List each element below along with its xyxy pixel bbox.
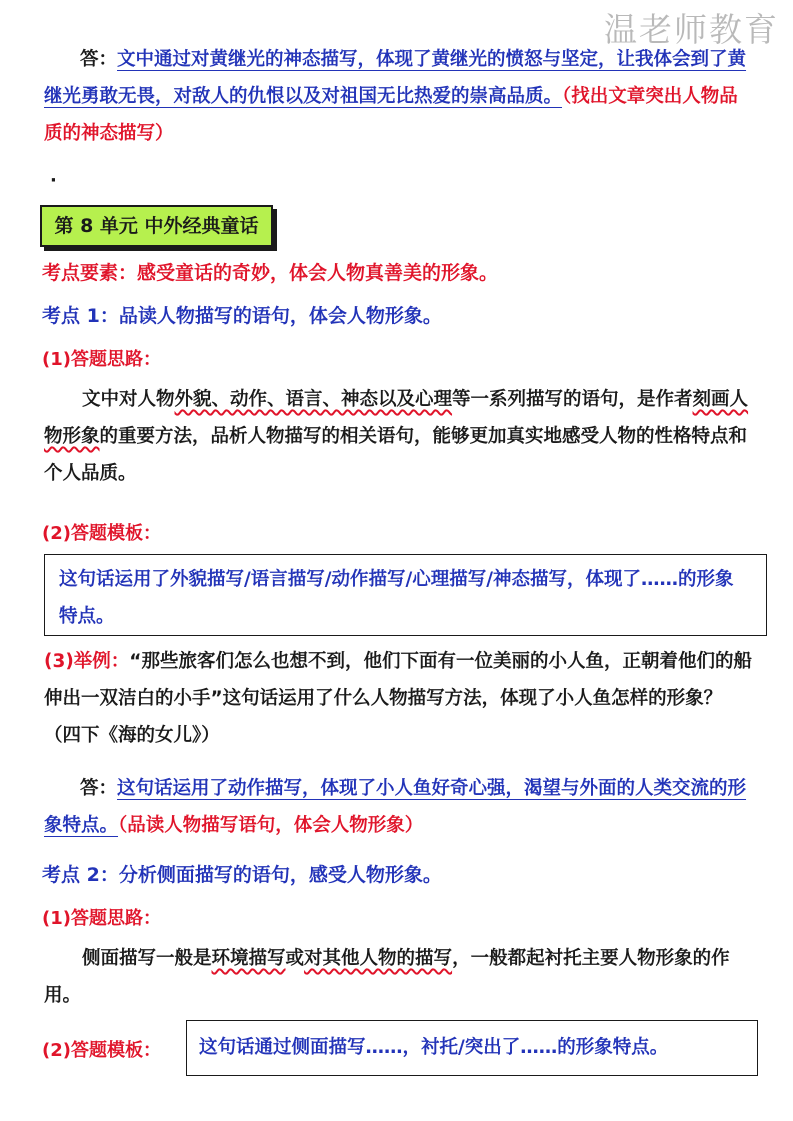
idea-text-part: 的重要方法，品析人物描写的相关语句，能够更加真实地感受人物的性格特点和个人品质。	[44, 426, 748, 484]
answer-text: 文中通过对黄继光的神态描写，体现了黄继光的愤怒与坚定，让我体会到了黄继光勇敢无畏，对敌人的仇恨以及对祖国无比热爱的崇高品质。	[44, 49, 747, 107]
point1-idea-text	[44, 381, 756, 492]
watermark: 温老师教育	[604, 10, 779, 49]
template-text: 这句话运用了外貌描写/语言描写/动作描写/心理描写/神态描写，体现了……的形象特点。	[59, 569, 734, 627]
idea-text-part: 文中对人物	[82, 389, 175, 410]
point1-template-box	[44, 554, 767, 636]
example-text: “那些旅客们怎么也想不到，他们下面有一位美丽的小人鱼，正朝着他们的船伸出一双洁白的小手”这句话运用了什么人物描写方法，体现了小人鱼怎样的形象？（四下《海的女儿》）	[44, 651, 752, 746]
point2-idea-text	[44, 940, 756, 1014]
point1-example	[44, 643, 756, 754]
point1-title: 考点 1：品读人物描写的语句，体会人物形象。	[42, 305, 442, 327]
idea-text-part: 侧面描写一般是	[82, 948, 212, 969]
top-answer	[44, 41, 756, 152]
idea-text-highlight: 对其他人物的描写	[304, 948, 453, 969]
template-text: 这句话通过侧面描写……，衬托/突出了……的形象特点。	[199, 1037, 669, 1058]
idea-text-highlight: 刻画人物形象	[44, 389, 749, 447]
idea-text-highlight: 外貌、动作、语言、神态以及心理	[174, 389, 453, 410]
point1-answer	[44, 770, 756, 844]
example-label: (3)举例：	[44, 651, 130, 672]
point2-idea-label: (1)答题思路：	[42, 908, 161, 929]
point2-template-label: (2)答题模板：	[42, 1040, 161, 1061]
idea-text-part: ，一般都起衬托主要人物形象的作用。	[44, 948, 730, 1006]
point1-idea-label: (1)答题思路：	[42, 349, 161, 370]
bullet-dot: ·	[50, 170, 57, 191]
unit-title: 第 8 单元 中外经典童话	[40, 205, 273, 247]
idea-text-highlight: 环境描写	[211, 948, 286, 969]
idea-text-part: 或	[285, 948, 305, 969]
point2-template-box	[186, 1020, 758, 1076]
idea-text-part: 等一系列描写的语句，是作者	[452, 389, 693, 410]
point2-title: 考点 2：分析侧面描写的语句，感受人物形象。	[42, 864, 442, 886]
point1-template-label: (2)答题模板：	[42, 523, 161, 544]
key-requirement: 考点要素：感受童话的奇妙，体会人物真善美的形象。	[42, 262, 499, 284]
answer-label: 答：	[80, 778, 118, 799]
answer-note: （找出文章突出人物品质的神态描写）	[44, 86, 738, 144]
answer-label: 答：	[80, 49, 118, 70]
answer-text: 这句话运用了动作描写，体现了小人鱼好奇心强，渴望与外面的人类交流的形象特点。	[44, 778, 747, 836]
answer-note: （品读人物描写语句，体会人物形象）	[118, 815, 424, 836]
